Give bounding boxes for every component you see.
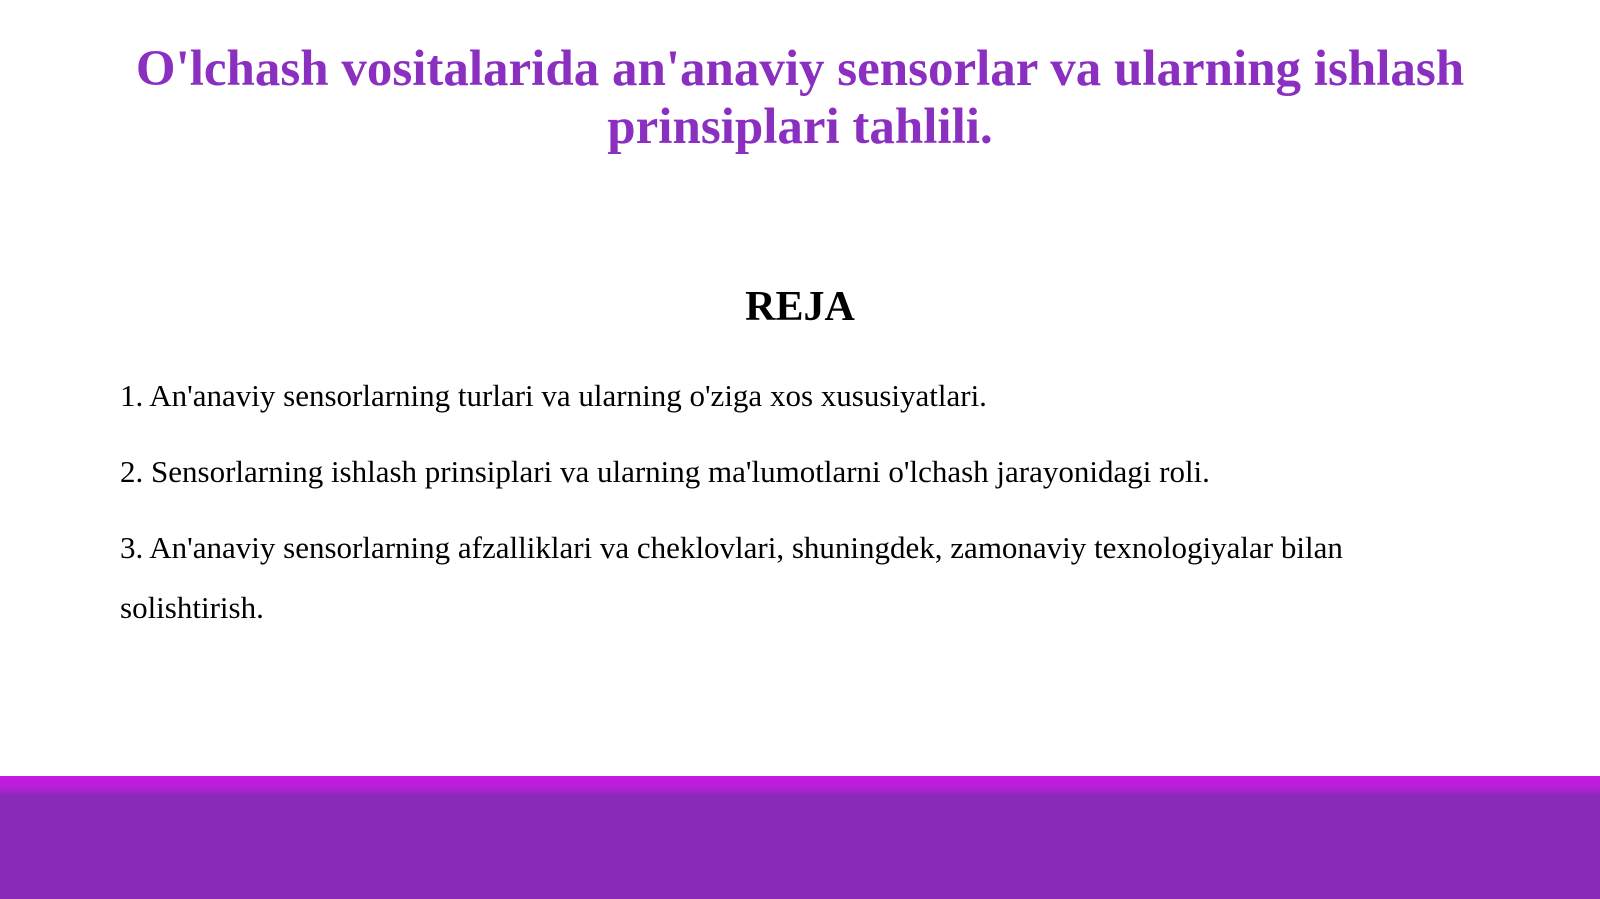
plan-list: [120, 366, 1450, 654]
footer-band-highlight: [0, 776, 1600, 796]
slide-title: O'lchash vositalarida an'anaviy sensorlar va ularning ishlash prinsiplari tahlili.: [135, 41, 1465, 155]
footer-band: [0, 776, 1600, 899]
slide-subtitle: REJA: [745, 284, 855, 330]
plan-item-2: 2. Sensorlarning ishlash prinsiplari va ularning ma'lumotlarni o'lchash jarayonidagi roli.: [120, 454, 1210, 489]
plan-item-1: 1. An'anaviy sensorlarning turlari va ularning o'ziga xos xususiyatlari.: [120, 378, 987, 413]
plan-item-3: 3. An'anaviy sensorlarning afzalliklari va cheklovlari, shuningdek, zamonaviy texnologiyalar bilan solishtirish.: [120, 530, 1343, 625]
